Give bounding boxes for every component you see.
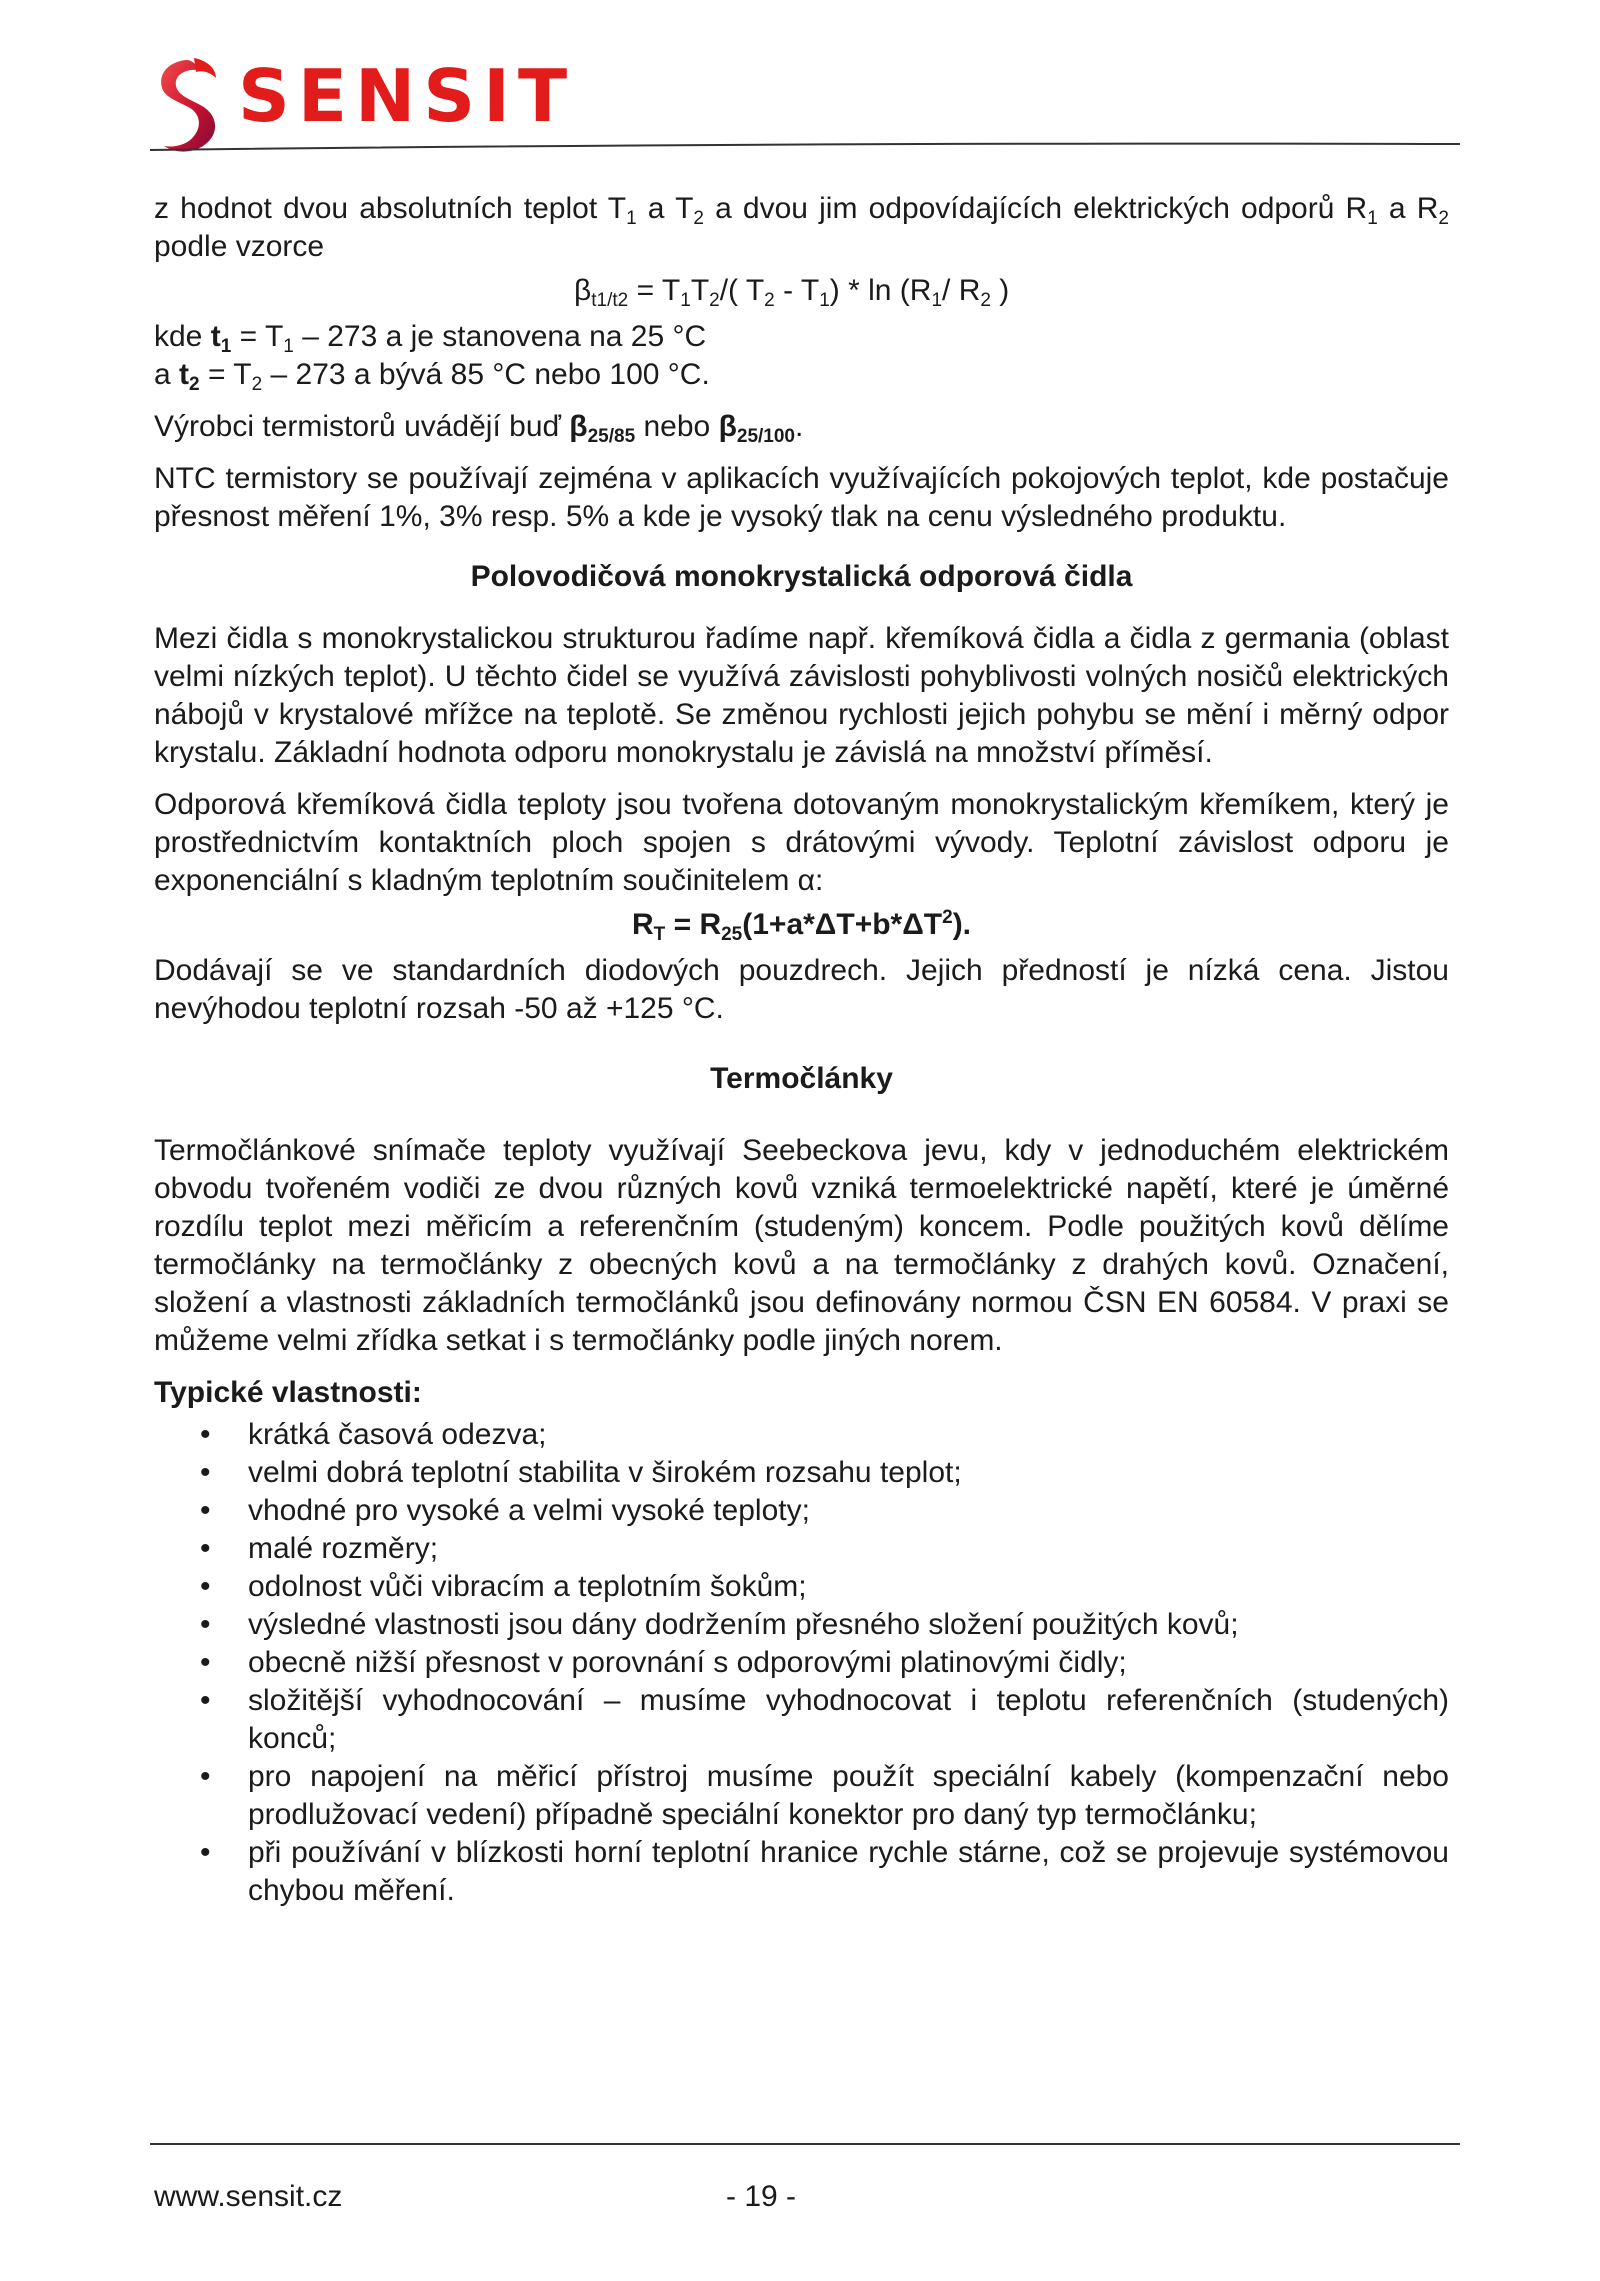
page-content (154, 190, 1449, 1910)
intro-paragraph: z hodnot dvou absolutních teplot $T_1$ a $T_2$ a dvou jim odpovídajících elektrických odporů $R_1$ a $R_2$ podle vzorce (154, 192, 1449, 263)
beta-formula: $\beta_{t1/t2} = T_1T_2/$( $T_2 - T_1$) * $\ln (R_1/$ $R_2$ ) (574, 274, 1010, 311)
resistance-formula: $R_T = R_{25}(1+a*\Delta T+b*\Delta T^2)$. (631, 907, 972, 945)
list-item: • výsledné vlastnosti jsou dány dodržením přesného složení použitých kovů; (248, 1606, 1449, 1644)
list-item: • při používání v blízkosti horní teplotní hranice rychle stárne, což se projevuje systémovou chybou měření. (248, 1834, 1449, 1910)
section-heading-semiconductor: Polovodičová monokrystalická odporová čidla (470, 560, 1133, 593)
footer-divider (150, 2140, 1460, 2148)
semiconductor-paragraph-2: Odporová křemíková čidla teploty jsou tvořena dotovaným monokrystalickým křemíkem, který je prostřednictvím kontaktních ploch spojen s drátovými vývody. Teplotní závislost odporu je exponenciální s kladným teplotním součinitelem α: (154, 788, 1449, 897)
brand-logo-text: SENSIT (238, 54, 576, 138)
semiconductor-paragraph-3: Dodávají se ve standardních diodových pouzdrech. Jejich předností je nízká cena. Jistou nevýhodou teplotní rozsah -50 až +125 °C. (154, 954, 1449, 1025)
where-t1-line: kde $t_1 = T_1 - 273$ a je stanovena na 25 °C (154, 320, 707, 357)
list-item: • velmi dobrá teplotní stabilita v širokém rozsahu teplot; (248, 1454, 1449, 1492)
header-divider (150, 140, 1460, 160)
page-number: - 19 - (726, 2180, 797, 2213)
footer-website-link[interactable]: www.sensit.cz (154, 2180, 343, 2213)
list-item: • složitější vyhodnocování – musíme vyhodnocovat i teplotu referenčních (studených) konců; (248, 1682, 1449, 1758)
where-t2-line: a $t_2 = T_2 - 273$ a bývá 85 °C nebo 100 °C. (154, 358, 710, 395)
list-item: • vhodné pro vysoké a velmi vysoké teploty; (248, 1492, 1449, 1530)
list-item: • krátká časová odezva; (248, 1416, 1449, 1454)
list-item: • pro napojení na měřicí přístroj musíme použít speciální kabely (kompenzační nebo prodlužovací vedení) případně speciální konektor pro daný typ termočlánku; (248, 1758, 1449, 1834)
thermocouple-paragraph: Termočlánkové snímače teploty využívají Seebeckova jevu, kdy v jednoduchém elektrickém obvodu tvořeném vodiči ze dvou různých kovů vzniká termoelektrické napětí, které je úměrné rozdílu teplot mezi měřicím a referenčním (studeným) koncem. Podle použitých kovů dělíme termočlánky na termočlánky z obecných kovů a na termočlánky z drahých kovů. Označení, složení a vlastnosti základních termočlánků jsou definovány normou ČSN EN 60584. V praxi se můžeme velmi zřídka setkat i s termočlánky podle jiných norem. (154, 1134, 1449, 1357)
list-item: • malé rozměry; (248, 1530, 1449, 1568)
section-heading-thermocouples: Termočlánky (710, 1062, 893, 1095)
properties-list (154, 1416, 1449, 1910)
list-item: • odolnost vůči vibracím a teplotním šokům; (248, 1568, 1449, 1606)
properties-title: Typické vlastnosti: (154, 1376, 422, 1409)
list-item: • obecně nižší přesnost v porovnání s odporovými platinovými čidly; (248, 1644, 1449, 1682)
manufacturers-line: Výrobci termistorů uvádějí buď $\beta_{25/85}$ nebo $\beta_{25/100}$. (154, 410, 804, 447)
ntc-paragraph: NTC termistory se používají zejména v aplikacích využívajících pokojových teplot, kde postačuje přesnost měření 1%, 3% resp. 5% a kde je vysoký tlak na cenu výsledného produktu. (154, 462, 1449, 533)
semiconductor-paragraph-1: Mezi čidla s monokrystalickou strukturou řadíme např. křemíková čidla a čidla z germania (oblast velmi nízkých teplot). U těchto čidel se využívá závislosti pohyblivosti volných nosičů elektrických nábojů v krystalové mřížce na teplotě. Se změnou rychlosti jejich pohybu se mění i měrný odpor krystalu. Základní hodnota odporu monokrystalu je závislá na množství příměsí. (154, 622, 1449, 769)
